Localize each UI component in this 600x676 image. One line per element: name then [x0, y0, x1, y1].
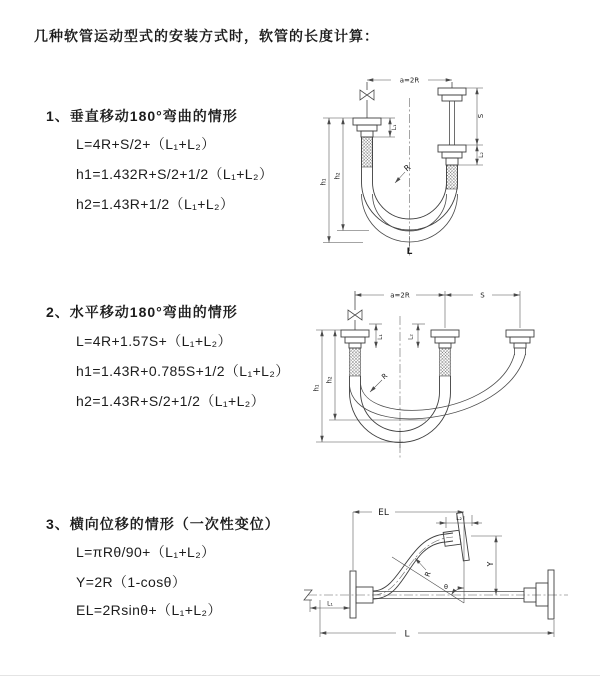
d1-radius-leader [395, 163, 413, 183]
section3-formula-EL: EL=2Rsinθ+（L₁+L₂） [76, 602, 222, 618]
d3-label-el: EL [378, 508, 389, 518]
d1-label-a2r: a=2R [399, 76, 420, 85]
d1-label-r: R [402, 162, 413, 174]
d2-dim-l1 [369, 324, 384, 348]
d2-label-h1: h₁ [312, 384, 321, 392]
section2-formula-L: L=4R+1.57S+（L₁+L₂） [76, 333, 232, 349]
d2-label-h2: h₂ [325, 376, 334, 384]
section2-formula-h1: h1=1.43R+0.785S+1/2（L₁+L₂） [76, 363, 290, 379]
d3-left-flange [350, 571, 373, 618]
d2-label-l2: L₂ [407, 334, 415, 340]
section1-formula-L: L=4R+S/2+（L₁+L₂） [76, 136, 216, 152]
d1-label-l2: L₂ [478, 152, 485, 158]
lateral-displacement-diagram [296, 500, 596, 650]
section3-formula-Y: Y=2R（1-cosθ） [76, 574, 187, 590]
d3-label-y: Y [486, 561, 495, 567]
d1-label-l: L [406, 247, 413, 257]
section2-heading: 2、水平移动180°弯曲的情形 [46, 304, 238, 320]
d2-right-flange [506, 291, 534, 355]
page-title: 几种软管运动型式的安装方式时，软管的长度计算： [34, 28, 379, 44]
d2-valve-icon [348, 291, 362, 330]
d1-left-flange [353, 118, 381, 137]
section1-formula-h2: h2=1.43R+1/2（L₁+L₂） [76, 196, 235, 212]
d3-label-l2: L₂ [456, 515, 462, 522]
d3-label-l1: L₁ [327, 600, 333, 608]
d2-label-a2r: a=2R [390, 291, 410, 300]
section3-heading: 3、横向位移的情形（一次性变位） [46, 516, 280, 532]
d1-valve-icon [360, 82, 374, 118]
section3-formula-L: L=πRθ/90+（L₁+L₂） [76, 544, 216, 560]
d2-label-l1: L₁ [377, 334, 384, 340]
d2-label-r: R [380, 371, 390, 382]
d3-radius-leader [415, 558, 433, 578]
d3-label-l: L [404, 629, 410, 640]
d3-upper-flange [441, 513, 469, 564]
d1-label-l1: L₁ [391, 124, 398, 131]
d3-hose-s-curve [373, 533, 453, 599]
d2-dim-a2r [355, 292, 445, 300]
d1-label-h2: h₂ [333, 172, 342, 180]
section2-formula-h2: h2=1.43R+S/2+1/2（L₁+L₂） [76, 393, 266, 409]
d3-dim-y [471, 536, 502, 595]
d3-dim-l1 [310, 600, 350, 612]
d3-label-r: R [423, 570, 433, 578]
d3-dim-el [353, 508, 464, 570]
d3-label-theta: θ [444, 583, 448, 591]
d2-dim-h1-h2 [313, 330, 427, 442]
d3-angle-construction [392, 516, 464, 603]
d3-dim-l2 [436, 515, 482, 528]
d2-radius-leader [370, 372, 389, 392]
d2-dim-s [445, 292, 520, 300]
section1-formula-h1: h1=1.432R+S/2+1/2（L₁+L₂） [76, 166, 274, 182]
d2-left-flange [341, 330, 369, 348]
section1-heading: 1、垂直移动180°弯曲的情形 [46, 108, 238, 124]
d3-right-flange [524, 570, 554, 619]
d3-dim-l [320, 600, 554, 640]
d2-middle-flange [431, 291, 459, 348]
vertical-180-bend-diagram [313, 70, 595, 265]
d2-dim-l2 [408, 324, 426, 348]
d1-length-label [407, 236, 413, 257]
d1-right-pipe [438, 82, 466, 165]
horizontal-180-bend-diagram [308, 282, 595, 464]
d1-dim-a2r [367, 77, 452, 85]
d1-label-s: S [477, 113, 485, 119]
d1-label-h1: h₁ [319, 178, 328, 186]
d2-label-s: S [480, 291, 485, 300]
